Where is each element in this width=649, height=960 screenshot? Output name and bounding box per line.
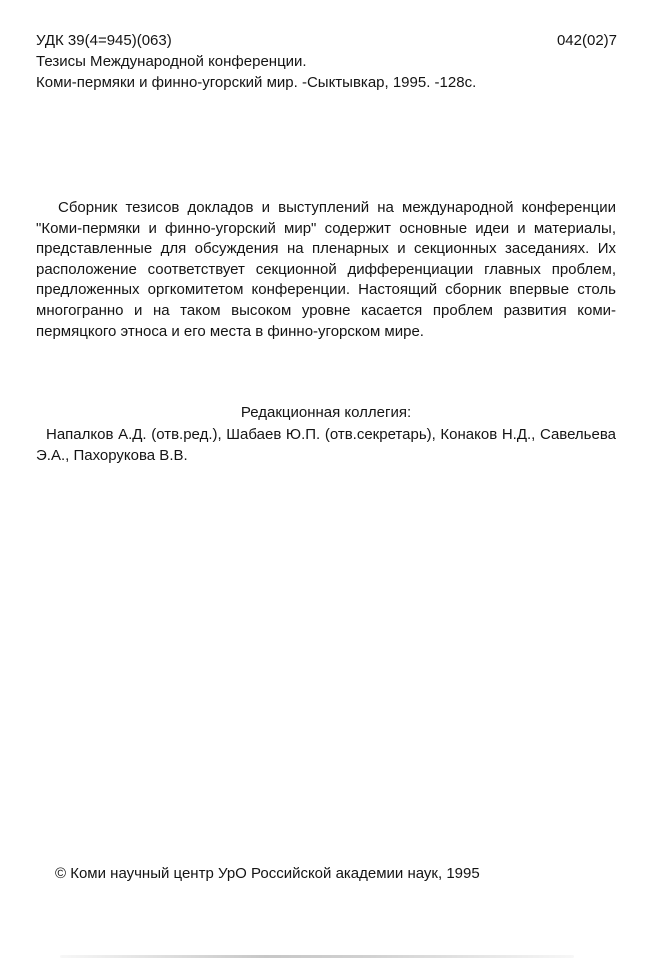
editorial-heading: Редакционная коллегия: [240,404,412,421]
catalog-code: 042(02)7 [556,32,617,49]
publication-line: Коми-пермяки и финно-угорский мир. -Сыктывкар, 1995. -128с. [36,74,477,91]
abstract-paragraph: Сборник тезисов докладов и выступлений на международной конференции "Коми-пермяки и финно-угорский мир" содержит основные идеи и материалы, представленные для обсуждения на пленарных и секционных заседаниях. Их расположение соответствует секционной дифференциации главных проблем, предложенных оргкомитетом конференции. Настоящий сборник впервые столь многогранно и на таком высоком уровне касается проблем развития коми-пермяцкого этноса и его места в финно-угорском мире. [36,199,616,340]
biblio-top-row [36,30,617,51]
copyright-line: © Коми научный центр УрО Российской академии наук, 1995 [55,865,480,882]
editorial-members: Напалков А.Д. (отв.ред.), Шабаев Ю.П. (отв.секретарь), Конаков Н.Д., Савельева Э.А., Пахорукова В.В. [36,426,616,464]
series-line: Тезисы Международной конференции. [36,53,307,70]
editorial-board [36,402,616,466]
bibliographic-header [36,30,617,93]
udk-code: УДК 39(4=945)(063) [36,32,172,49]
scan-edge-artifact [60,955,574,958]
